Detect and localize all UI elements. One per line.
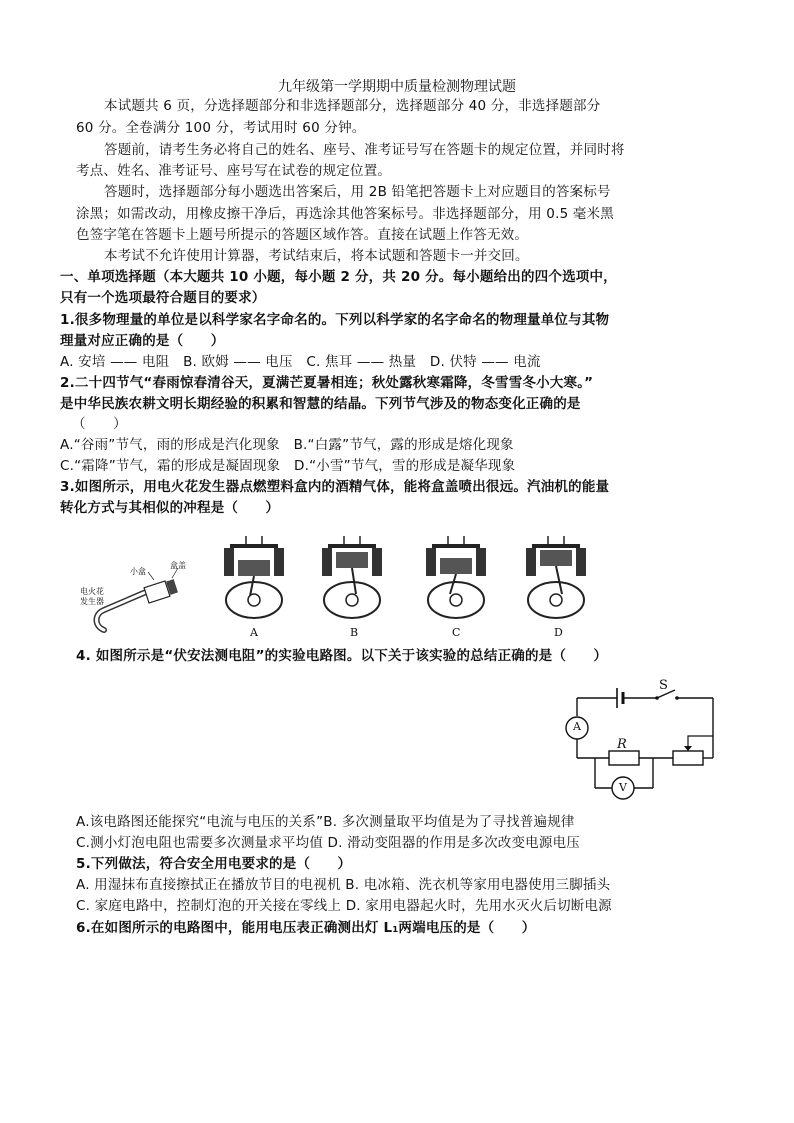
- resistor-label: R: [617, 737, 627, 752]
- engine-label-b: B: [350, 626, 359, 639]
- switch-label: S: [659, 678, 668, 693]
- question-2-options: C.“霜降”节气，霜的形成是凝固现象 D.“小雪”节气，雪的形成是凝华现象: [60, 458, 516, 474]
- ammeter-label: A: [573, 720, 581, 733]
- rheostat: [673, 751, 703, 765]
- engine-c: [426, 536, 486, 618]
- question-2-stem: 2.二十四节气“春雨惊春清谷天，夏满芒夏暑相连；秋处露秋寒霜降，冬雪雪冬小大寒。”: [60, 375, 594, 391]
- circuit-figure: [565, 678, 725, 806]
- question-6-stem: 6.在如图所示的电路图中，能用电压表正确测出灯 L₁两端电压的是（ ）: [76, 920, 536, 936]
- question-5-stem: 5.下列做法，符合安全用电要求的是（ ）: [76, 856, 352, 872]
- question-5-options: C. 家庭电路中，控制灯泡的开关接在零线上 D. 家用电器起火时，先用水灭火后切断电源: [76, 898, 612, 914]
- engine-label-c: C: [452, 626, 461, 639]
- generator-label: 电火花: [80, 587, 104, 596]
- engine-label-a: A: [250, 626, 258, 639]
- section-heading: 只有一个选项最符合题目的要求）: [60, 290, 266, 306]
- instruction-line: 本试题共 6 页，分选择题部分和非选择题部分，选择题部分 40 分，非选择题部分: [104, 98, 601, 114]
- engine-a: [224, 536, 284, 618]
- engine-label-d: D: [554, 626, 563, 639]
- question-5-options: A. 用湿抹布直接擦拭正在播放节目的电视机 B. 电冰箱、洗衣机等家用电器使用三脚插头: [76, 877, 611, 893]
- question-1-stem: 理量对应正确的是（ ）: [60, 333, 225, 349]
- question-4-options: A.该电路图还能探究“电流与电压的关系”B. 多次测量取平均值是为了寻找普遍规律: [76, 814, 575, 830]
- question-4-stem: 4. 如图所示是“伏安法测电阻”的实验电路图。以下关于该实验的总结正确的是（ ）: [76, 648, 608, 664]
- question-1-stem: 1.很多物理量的单位是以科学家名字命名的。下列以科学家的名字命名的物理量单位与其物: [60, 312, 610, 328]
- voltmeter-label: V: [619, 781, 627, 794]
- engine-strokes-figure: [220, 528, 600, 628]
- page-title: 九年级第一学期期中质量检测物理试题: [278, 79, 516, 95]
- section-heading: 一、单项选择题（本大题共 10 小题，每小题 2 分，共 20 分。每小题给出的四个选项中，: [60, 269, 617, 285]
- instruction-line: 色签字笔在答题卡上题号所提示的答题区域作答。直接在试题上作答无效。: [76, 227, 529, 243]
- box-label: 小盒: [130, 567, 146, 576]
- question-1-options: A. 安培 —— 电阻 B. 欧姆 —— 电压 C. 焦耳 —— 热量 D. 伏特 —— 电流: [60, 354, 541, 370]
- lid-label: 盒盖: [170, 561, 186, 570]
- instruction-line: 本考试不允许使用计算器，考试结束后，将本试题和答题卡一并交回。: [104, 248, 529, 264]
- question-2-stem: （ ）: [72, 416, 127, 432]
- question-3-stem: 3.如图所示，用电火花发生器点燃塑料盒内的酒精气体，能将盒盖喷出很远。汽油机的能量: [60, 479, 610, 495]
- generator-label: 发生器: [80, 597, 104, 606]
- question-2-stem: 是中华民族农耕文明长期经验的积累和智慧的结晶。下列节气涉及的物态变化正确的是: [60, 396, 581, 412]
- question-2-options: A.“谷雨”节气，雨的形成是汽化现象 B.“白露”节气，露的形成是熔化现象: [60, 437, 514, 453]
- question-4-options: C.测小灯泡电阻也需要多次测量求平均值 D. 滑动变阻器的作用是多次改变电源电压: [76, 835, 580, 851]
- instruction-line: 考点、姓名、准考证号、座号写在试卷的规定位置。: [76, 163, 392, 179]
- engine-b: [322, 536, 382, 618]
- question-3-stem: 转化方式与其相似的冲程是（ ）: [60, 500, 280, 516]
- instruction-line: 答题时，选择题部分每小题选出答案后，用 2B 铅笔把答题卡上对应题目的答案标号: [104, 184, 611, 200]
- instruction-line: 答题前，请考生务必将自己的姓名、座号、准考证号写在答题卡的规定位置，并同时将: [104, 142, 625, 158]
- resistor: [609, 751, 639, 765]
- engine-d: [526, 536, 586, 618]
- instruction-line: 60 分。全卷满分 100 分，考试用时 60 分钟。: [76, 120, 366, 136]
- instruction-line: 涂黑；如需改动，用橡皮擦干净后，再选涂其他答案标号。非选择题部分，用 0.5 毫米黑: [76, 206, 614, 222]
